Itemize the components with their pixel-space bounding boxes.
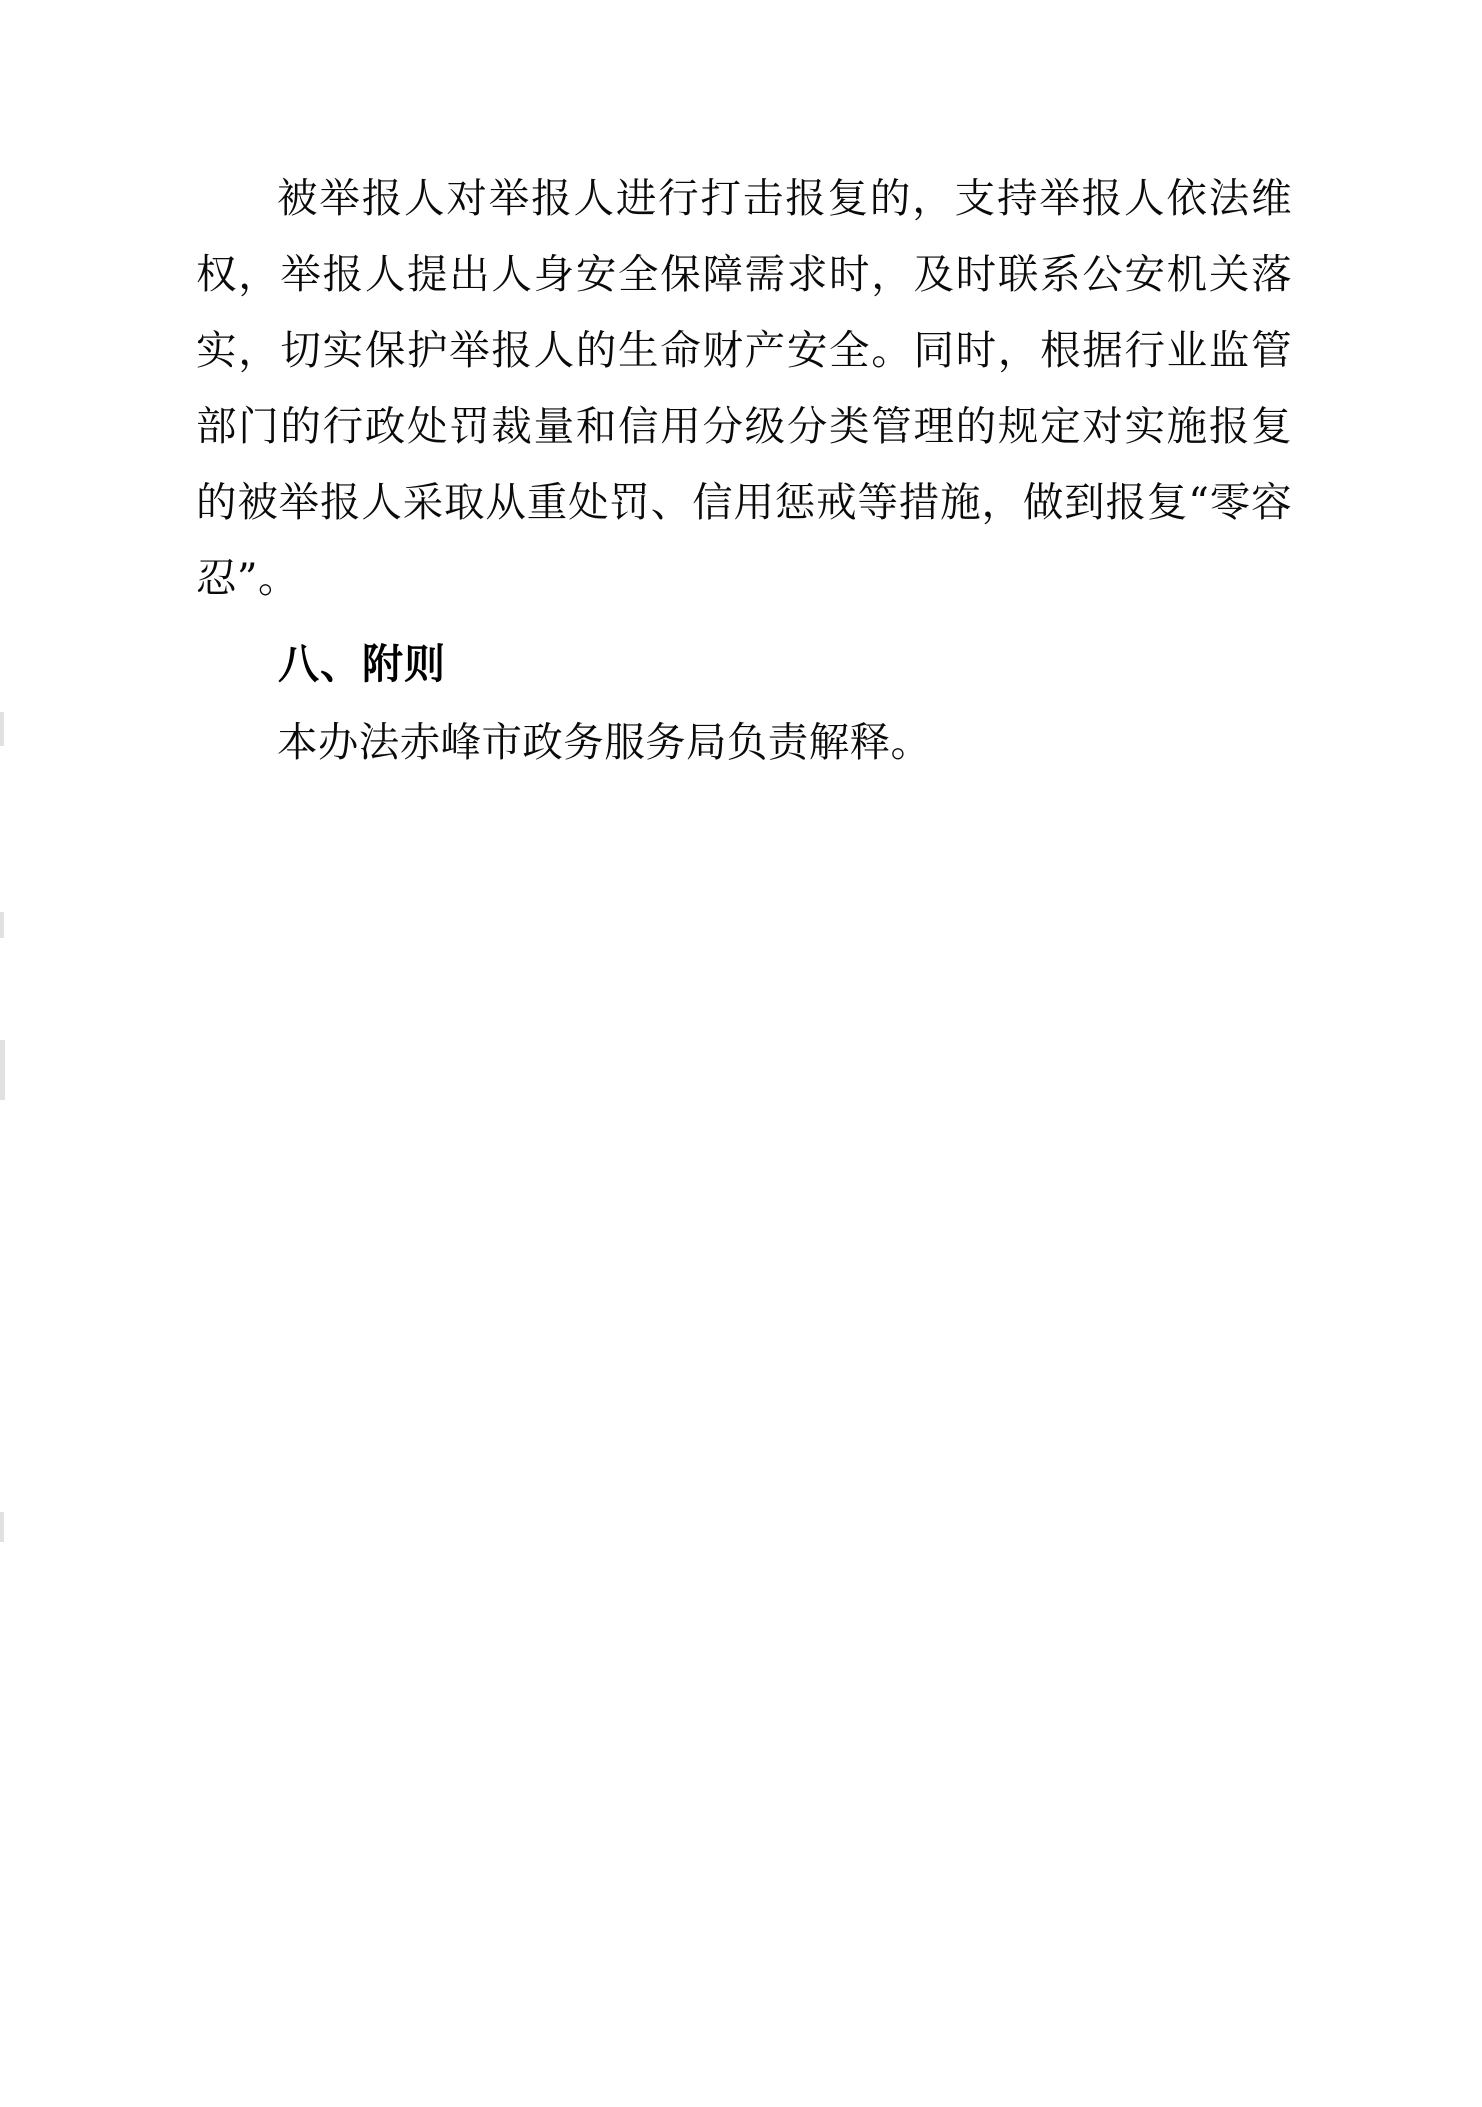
scan-artifact	[0, 712, 4, 746]
scan-artifact	[0, 1512, 4, 1542]
section-heading-appendix: 八、附则	[278, 640, 446, 688]
scan-artifact	[0, 912, 4, 938]
body-paragraph: 被举报人对举报人进行打击报复的，支持举报人依法维权，举报人提出人身安全保障需求时，及时联系公安机关落实，切实保护举报人的生命财产安全。同时，根据行业监管部门的行政处罚裁量和信用分级分类管理的规定对实施报复的被举报人采取从重处罚、信用惩戒等措施，做到报复“零容忍”。	[196, 174, 1292, 602]
scan-artifact	[0, 1040, 5, 1100]
closing-paragraph: 本办法赤峰市政务服务局负责解释。	[277, 718, 932, 766]
document-body	[196, 160, 1292, 784]
